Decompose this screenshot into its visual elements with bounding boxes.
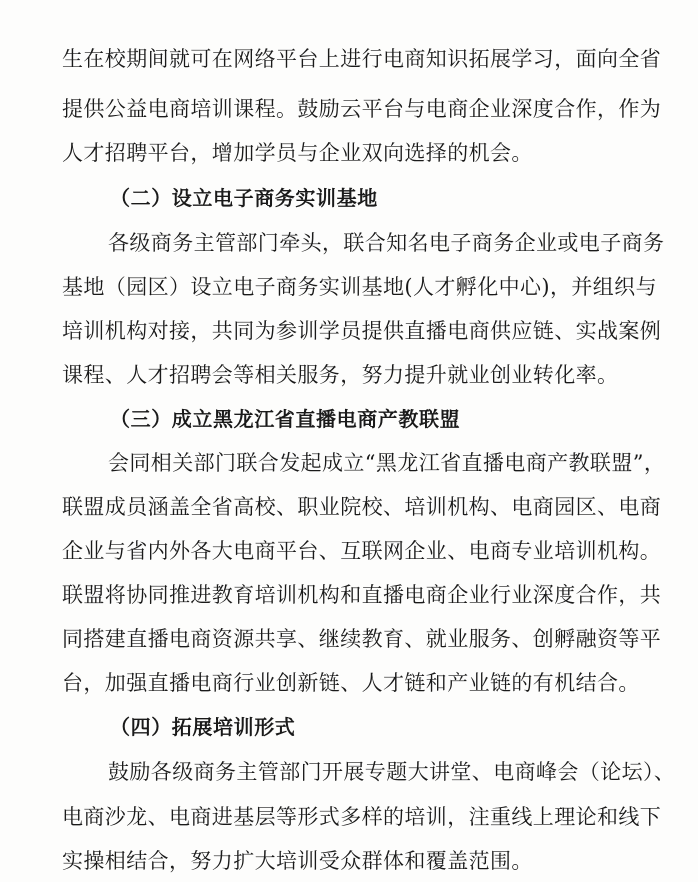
section-2-line-2: 基地（园区）设立电子商务实训基地(人才孵化中心)，并组织与 — [62, 275, 657, 299]
section-2-line-3: 培训机构对接，共同为参训学员提供直播电商供应链、实战案例 — [62, 319, 662, 343]
section-2-heading: （二）设立电子商务实训基地 — [110, 186, 378, 210]
section-3-heading: （三）成立黑龙江省直播电商产教联盟 — [110, 407, 461, 431]
section-3-line-3: 企业与省内外各大电商平台、互联网企业、电商专业培训机构。 — [62, 539, 662, 563]
section-2-line-4: 课程、人才招聘会等相关服务，努力提升就业创业转化率。 — [62, 363, 619, 387]
section-3-line-6: 台，加强直播电商行业创新链、人才链和产业链的有机结合。 — [62, 671, 640, 695]
paragraph-1-line-1: 生在校期间就可在网络平台上进行电商知识拓展学习，面向全省 — [62, 47, 662, 71]
section-3-line-4: 联盟将协同推进教育培训机构和直播电商企业行业深度合作，共 — [62, 583, 662, 607]
section-3-line-5: 同搭建直播电商资源共享、继续教育、就业服务、创孵融资等平 — [62, 627, 662, 651]
section-3-line-2: 联盟成员涵盖全省高校、职业院校、培训机构、电商园区、电商 — [62, 495, 662, 519]
section-3-line-1: 会同相关部门联合发起成立“黑龙江省直播电商产教联盟”， — [108, 451, 666, 475]
section-4-line-3: 实操相结合，努力扩大培训受众群体和覆盖范围。 — [62, 849, 533, 873]
section-4-line-1: 鼓励各级商务主管部门开展专题大讲堂、电商峰会（论坛）、 — [108, 760, 676, 784]
section-2-line-1: 各级商务主管部门牵头，联合知名电子商务企业或电子商务 — [108, 231, 665, 255]
section-4-line-2: 电商沙龙、电商进基层等形式多样的培训，注重线上理论和线下 — [62, 805, 662, 829]
paragraph-1-line-3: 人才招聘平台，增加学员与企业双向选择的机会。 — [62, 141, 533, 165]
section-4-heading: （四）拓展培训形式 — [110, 715, 296, 739]
paragraph-1-line-2: 提供公益电商培训课程。鼓励云平台与电商企业深度合作，作为 — [62, 97, 662, 121]
